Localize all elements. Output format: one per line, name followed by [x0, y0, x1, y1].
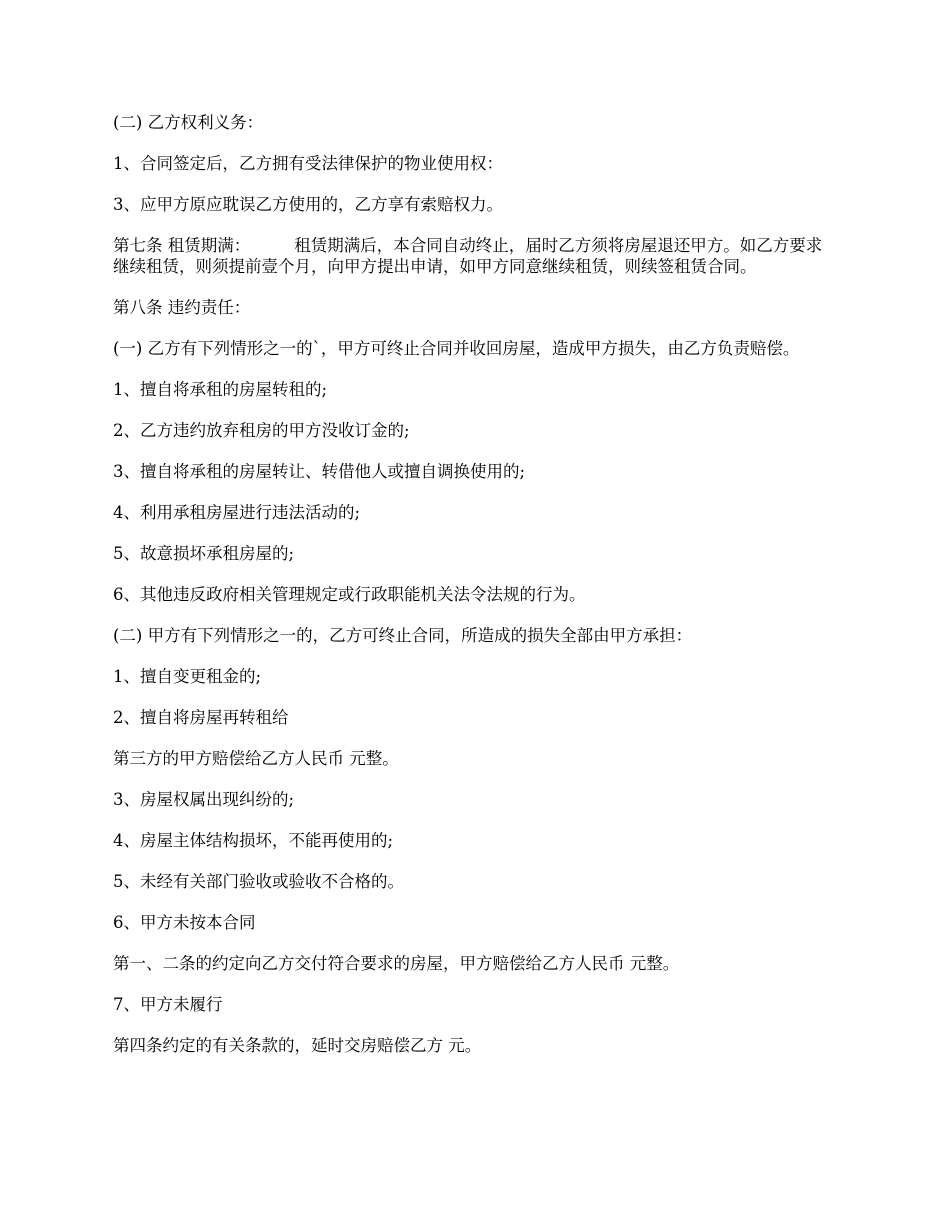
article-7-body: 租赁期满后，本合同自动终止，届时乙方须将房屋退还甲方。如乙方要求继续租赁，则须提前壹个月，向甲方提出申请，如甲方同意继续租赁，则续签租赁合同。 — [113, 236, 823, 276]
article-7 — [113, 235, 833, 277]
clause: 5、未经有关部门验收或验收不合格的。 — [113, 872, 404, 891]
article-7-title: 第七条 租赁期满： — [113, 236, 251, 255]
clause: 7、甲方未履行 — [113, 995, 223, 1014]
clause: 1、擅自将承租的房屋转租的; — [113, 380, 328, 399]
clause: 第四条约定的有关条款的，延时交房赔偿乙方 元。 — [113, 1036, 482, 1055]
clause: 3、应甲方原应耽误乙方使用的，乙方享有索赔权力。 — [113, 195, 503, 214]
clause: 第一、二条的约定向乙方交付符合要求的房屋，甲方赔偿给乙方人民币 元整。 — [113, 954, 680, 973]
section-heading: (二) 甲方有下列情形之一的，乙方可终止合同，所造成的损失全部由甲方承担： — [113, 626, 693, 645]
clause: 第三方的甲方赔偿给乙方人民币 元整。 — [113, 749, 399, 768]
clause: 1、擅自变更租金的; — [113, 667, 262, 686]
section-heading: (二) 乙方权利义务： — [113, 113, 264, 132]
clause: 4、房屋主体结构损坏，不能再使用的; — [113, 831, 394, 850]
section-heading: (一) 乙方有下列情形之一的`，甲方可终止合同并收回房屋，造成甲方损失，由乙方负责赔偿。 — [113, 339, 800, 358]
clause: 6、甲方未按本合同 — [113, 913, 256, 932]
article-heading: 第八条 违约责任： — [113, 298, 251, 317]
clause: 5、故意损坏承租房屋的; — [113, 544, 295, 563]
clause: 2、乙方违约放弃租房的甲方没收订金的; — [113, 421, 410, 440]
clause: 6、其他违反政府相关管理规定或行政职能机关法令法规的行为。 — [113, 585, 586, 604]
clause: 1、合同签定后，乙方拥有受法律保护的物业使用权： — [113, 154, 503, 173]
clause: 3、擅自将承租的房屋转让、转借他人或擅自调换使用的; — [113, 462, 526, 481]
clause: 3、房屋权属出现纠纷的; — [113, 790, 295, 809]
document-body — [113, 112, 833, 1076]
clause: 2、擅自将房屋再转租给 — [113, 708, 289, 727]
clause: 4、利用承租房屋进行违法活动的; — [113, 503, 361, 522]
